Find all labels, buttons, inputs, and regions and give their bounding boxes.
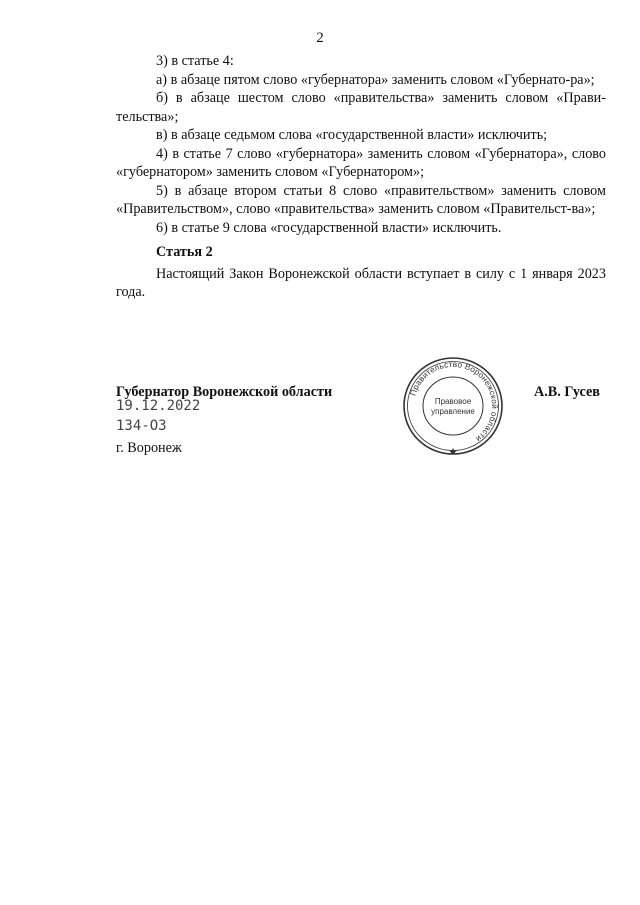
official-seal-stamp (402, 356, 504, 456)
seal-inner-text-line2: управление (431, 407, 475, 416)
amendment-item-3a: а) в абзаце пятом слово «губернатора» заменить словом «Губернато-ра»; (156, 71, 595, 88)
page-number: 2 (316, 30, 324, 46)
amendment-item-6: 6) в статье 9 слова «государственной власти» исключить. (156, 219, 502, 236)
amendment-item-3b: б) в абзаце шестом слово «правительства» заменить словом «Прави-тельства»; (116, 90, 606, 125)
signatory-name: А.В. Гусев (534, 384, 600, 400)
law-date: 19.12.2022 (116, 398, 201, 414)
amendment-item-3c: в) в абзаце седьмом слова «государственной власти» исключить; (156, 127, 548, 143)
city-name: г. Воронеж (116, 440, 182, 456)
signatory-title: Губернатор Воронежской области (116, 384, 333, 400)
amendment-item-5: 5) в абзаце втором статьи 8 слово «правительством» заменить словом «Правительством», слово «правительства» заменить словом «Правительст-ва»; (116, 182, 606, 217)
article-2-text: Настоящий Закон Воронежской области вступает в силу с 1 января 2023 года. (116, 265, 606, 300)
law-number: 134-ОЗ (116, 418, 167, 434)
amendment-item-4: 4) в статье 7 слово «губернатора» заменить словом «Губернатора», слово «губернатором» заменить словом «Губернатором»; (116, 145, 606, 180)
article-2-heading: Статья 2 (156, 244, 213, 260)
document-body (116, 52, 606, 302)
amendment-item-3: 3) в статье 4: (156, 53, 234, 69)
seal-inner-text-line1: Правовое (434, 397, 472, 406)
seal-outer-text: Правительство Воронежской области (408, 359, 500, 444)
